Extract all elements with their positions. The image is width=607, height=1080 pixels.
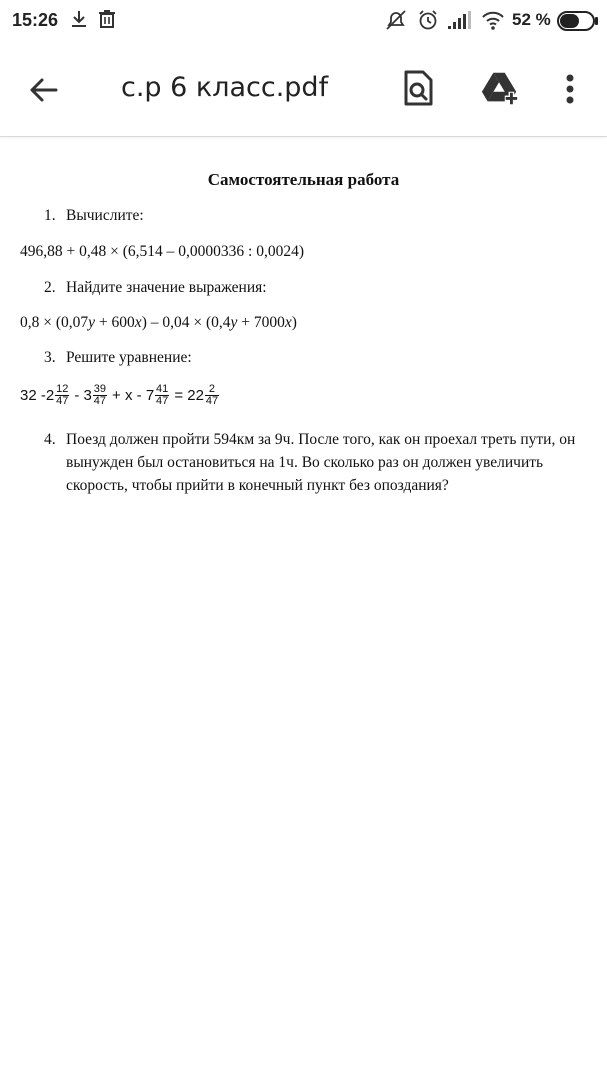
problem-number: 2. bbox=[44, 279, 56, 296]
whole-part: 7 bbox=[145, 387, 155, 404]
problem-number: 3. bbox=[44, 349, 56, 366]
denominator: 47 bbox=[93, 395, 107, 407]
denominator: 47 bbox=[156, 395, 169, 407]
numerator: 12 bbox=[56, 383, 69, 395]
expr-part: + 7000 bbox=[237, 314, 285, 331]
equation-term: 32 - bbox=[20, 387, 46, 404]
battery-percent: 52 % bbox=[512, 10, 551, 29]
problem-1-expression: 496,88 + 0,48 × (6,514 – 0,0000336 : 0,0024) bbox=[20, 243, 304, 260]
status-time: 15:26 bbox=[12, 10, 59, 30]
alarm-off-icon bbox=[385, 9, 407, 31]
expr-part: ) – 0,04 × (0,4 bbox=[141, 314, 231, 331]
operator: - bbox=[70, 387, 84, 404]
denominator: 47 bbox=[205, 395, 219, 407]
search-document-icon[interactable] bbox=[398, 68, 438, 108]
problem-3-equation bbox=[20, 384, 220, 407]
alarm-icon bbox=[417, 9, 439, 31]
trash-icon bbox=[98, 9, 116, 29]
mixed-number bbox=[46, 384, 70, 407]
expr-part: 0,8 × (0,07 bbox=[20, 314, 89, 331]
app-bar bbox=[0, 40, 607, 137]
problem-label: Найдите значение выражения: bbox=[66, 279, 267, 296]
denominator: 47 bbox=[56, 395, 69, 407]
document-title: с.р 6 класс.pdf bbox=[121, 72, 329, 103]
problem-4-text: Поезд должен пройти 594км за 9ч. После того, как он проехал треть пути, он вынужден был остановиться на 1ч. Во сколько раз он должен увеличить скорость, чтобы прийти в конечный пункт без опоздания? bbox=[66, 431, 576, 494]
status-bar bbox=[0, 0, 607, 40]
problem-2-expression bbox=[20, 314, 297, 332]
operator: + x - bbox=[107, 387, 146, 404]
more-vert-icon[interactable] bbox=[550, 68, 590, 108]
operator: = bbox=[170, 387, 188, 404]
problem-3-label bbox=[44, 349, 192, 367]
whole-part: 3 bbox=[83, 387, 92, 404]
numerator: 41 bbox=[156, 383, 169, 395]
problem-1-label bbox=[44, 207, 144, 225]
expr-part: + 600 bbox=[95, 314, 135, 331]
problem-4 bbox=[44, 428, 589, 497]
problem-label: Вычислите: bbox=[66, 207, 144, 224]
variable: y bbox=[88, 314, 96, 331]
fraction bbox=[205, 384, 219, 407]
fraction bbox=[155, 384, 169, 407]
numerator: 2 bbox=[208, 383, 216, 395]
wifi-icon bbox=[481, 9, 505, 31]
battery-icon bbox=[557, 11, 599, 31]
whole-part: 22 bbox=[187, 387, 204, 404]
add-to-drive-icon[interactable] bbox=[480, 68, 520, 108]
numerator: 39 bbox=[93, 383, 107, 395]
mixed-number bbox=[84, 384, 108, 407]
fraction bbox=[55, 384, 69, 407]
download-icon bbox=[70, 9, 88, 29]
expr-part: ) bbox=[291, 314, 297, 331]
mixed-number bbox=[146, 384, 170, 407]
fraction bbox=[93, 384, 107, 407]
variable: x bbox=[284, 314, 292, 331]
mixed-number bbox=[187, 384, 220, 407]
variable: y bbox=[230, 314, 238, 331]
variable: x bbox=[134, 314, 142, 331]
back-arrow-icon[interactable] bbox=[24, 70, 64, 110]
problem-number: 4. bbox=[44, 431, 56, 448]
document-heading: Самостоятельная работа bbox=[207, 170, 400, 189]
problem-label: Решите уравнение: bbox=[66, 349, 192, 366]
problem-2-label bbox=[44, 279, 267, 297]
signal-icon bbox=[446, 9, 472, 31]
whole-part: 2 bbox=[45, 387, 55, 404]
problem-number: 1. bbox=[44, 207, 56, 224]
